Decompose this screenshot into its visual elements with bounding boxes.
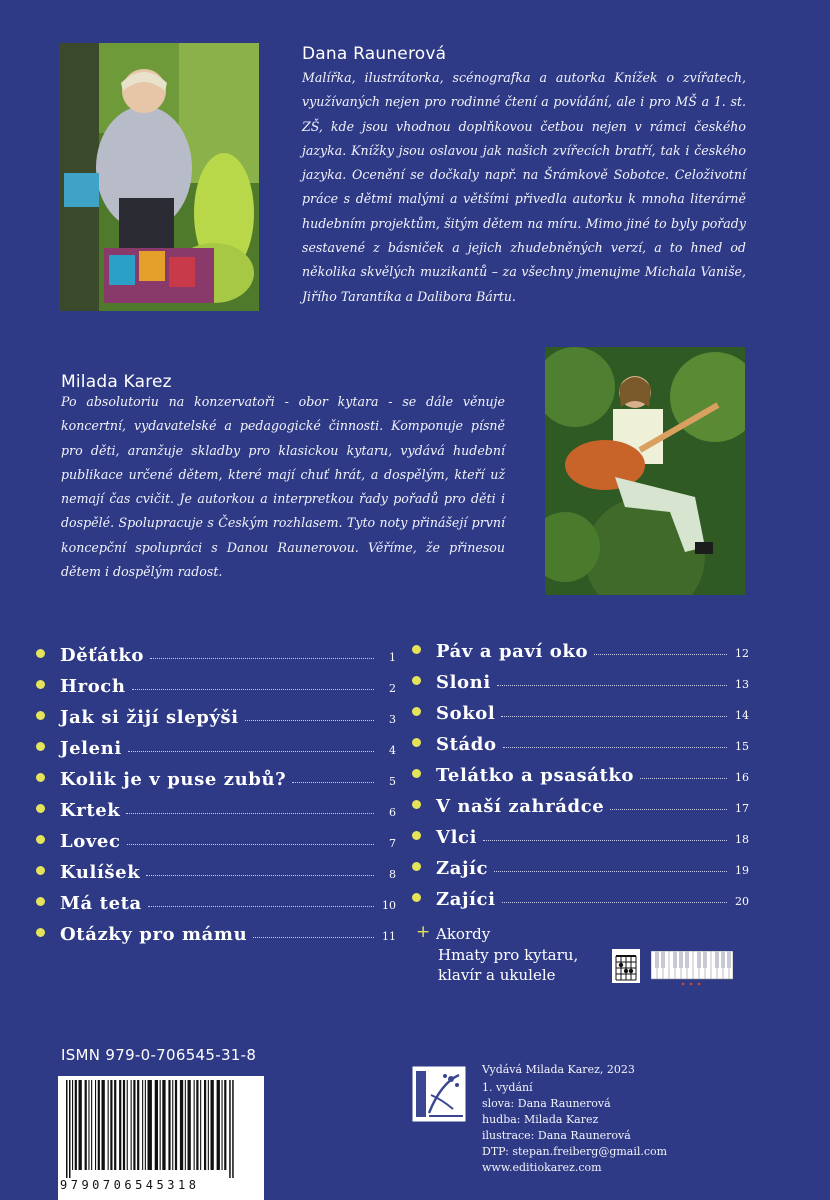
toc-entry[interactable] [36,800,396,831]
dot-leader [594,654,727,655]
toc-title: Sloni [436,672,491,693]
toc-title: Stádo [436,734,497,755]
dot-leader [292,782,374,783]
author-name: Milada Karez [61,372,172,392]
bullet-icon [412,769,421,778]
dot-leader [245,720,374,721]
toc-title: Jak si žijí slepýši [60,707,239,728]
dot-leader [127,844,374,845]
toc-page-number: 18 [735,833,749,846]
toc-page-number: 2 [389,682,396,695]
imprint-line: Vydává Milada Karez, 2023 [482,1063,635,1076]
bullet-icon [36,866,45,875]
toc-title: V naší zahrádce [436,796,605,817]
toc-title: Zajíc [436,858,489,879]
piano-keyboard-icon [651,951,733,987]
bullet-icon [36,804,45,813]
ismn-number: ISMN 979-0-706545-31-8 [61,1046,257,1064]
toc-page-number: 6 [389,806,396,819]
bullet-icon [412,831,421,840]
toc-page-number: 8 [389,868,396,881]
toc-entry[interactable] [412,641,749,672]
toc-entry[interactable] [36,645,396,676]
toc-title: Má teta [60,893,142,914]
dot-leader [148,906,374,907]
author-bio: Po absolutoriu na konzervatoři - obor kytara - se dále věnuje koncertní, vydavatelské a pedagogické činnosti. Komponuje písně pro děti, aranžuje skladby pro klasickou kytaru, vydává hudební publikace určené dětem, které mají chuť hrát, a dospělým, kteří už nemají čas cvičit. Je autorkou a interpretkou řady pořadů pro děti i dospělé. Spolupracuje s Českým rozhlasem. Tyto noty přinášejí první koncepční spolupráci s Danou Raunerovou. Věříme, že přinesou dětem i dospělým radost. [61,394,505,580]
imprint-line: slova: Dana Raunerová [482,1097,611,1110]
akordy-subtitle: Hmaty pro kytaru, [438,946,579,964]
toc-title: Vlci [436,827,478,848]
bullet-icon [412,676,421,685]
imprint-line: 1. vydání [482,1081,533,1094]
toc-entry[interactable] [36,769,396,800]
bullet-icon [36,928,45,937]
toc-title: Telátko a psasátko [436,765,635,786]
toc-entry[interactable] [36,676,396,707]
toc-entry[interactable] [412,858,749,889]
guitar-chord-chart-icon [611,948,641,984]
toc-page-number: 20 [735,895,749,908]
author-photo-dana-raunerova [59,43,259,311]
toc-page-number: 15 [735,740,749,753]
toc-entry[interactable] [412,672,749,703]
dot-leader [128,751,374,752]
table-of-contents-left [36,645,396,955]
author-name: Dana Raunerová [302,44,447,64]
bullet-icon [412,645,421,654]
imprint-line: ilustrace: Dana Raunerová [482,1129,631,1142]
toc-page-number: 7 [389,837,396,850]
toc-page-number: 12 [735,647,749,660]
toc-entry[interactable] [412,703,749,734]
imprint-line: hudba: Milada Karez [482,1113,599,1126]
dot-leader [146,875,374,876]
bullet-icon [412,893,421,902]
dot-leader [253,937,374,938]
dot-leader [150,658,374,659]
toc-page-number: 16 [735,771,749,784]
imprint-line: DTP: stepan.freiberg@gmail.com [482,1145,668,1158]
bullet-icon [36,742,45,751]
toc-title: Kulíšek [60,862,141,883]
toc-entry[interactable] [412,889,749,920]
dot-leader [502,902,727,903]
dot-leader [503,747,727,748]
toc-page-number: 1 [389,651,396,664]
barcode-digits: 9790706545318 [60,1178,200,1192]
toc-page-number: 3 [389,713,396,726]
toc-entry[interactable] [36,924,396,955]
toc-entry[interactable] [412,765,749,796]
toc-page-number: 10 [382,899,396,912]
toc-title: Lovec [60,831,121,852]
toc-page-number: 11 [382,930,396,943]
toc-title: Otázky pro mámu [60,924,248,945]
toc-title: Jeleni [60,738,122,759]
toc-entry[interactable] [36,738,396,769]
toc-entry[interactable] [412,796,749,827]
bullet-icon [412,800,421,809]
dot-leader [640,778,727,779]
table-of-contents-right [412,641,749,920]
dot-leader [497,685,727,686]
toc-title: Kolik je v puse zubů? [60,769,287,790]
dot-leader [483,840,727,841]
barcode-bars [62,1080,260,1178]
bullet-icon [412,707,421,716]
toc-entry[interactable] [412,734,749,765]
toc-entry[interactable] [36,831,396,862]
dot-leader [610,809,727,810]
dot-leader [126,813,374,814]
toc-page-number: 4 [389,744,396,757]
bullet-icon [412,738,421,747]
bullet-icon [36,711,45,720]
dot-leader [494,871,727,872]
author-photo-milada-karez [545,347,745,595]
bullet-icon [36,897,45,906]
toc-page-number: 5 [389,775,396,788]
toc-page-number: 19 [735,864,749,877]
bullet-icon [36,649,45,658]
bullet-icon [36,680,45,689]
toc-title: Páv a paví oko [436,641,589,662]
dot-leader [501,716,727,717]
imprint-line: www.editiokarez.com [482,1161,602,1174]
toc-entry[interactable] [36,862,396,893]
akordy-subtitle: klavír a ukulele [438,966,556,984]
toc-title: Sokol [436,703,496,724]
author-bio: Malířka, ilustrátorka, scénografka a autorka Knížek o zvířatech, využívaných nejen pro rodinné čtení a povídání, ale i pro MŠ a 1. st. ZŠ, kde jsou vhodnou doplňkovou četbou nejen v rámci českého jazyka. Knížky jsou oslavou jak našich zvířecích bratří, tak i českého jazyka. Ocenění se dočkaly např. na Šrámkově Sobotce. Celoživotní práce s dětmi malými a většími přivedla autorku k mnoha literárně hudebním projektům, šitým dětem na míru. Mimo jiné to byly pořady sestavené z básniček a jejich zhudebněných verzí, a to hned od několika skvělých muzikantů – za všechny jmenujme Michala Vaniše, Jiřího Tarantíka a Dalibora Bártu. [302,70,746,304]
bullet-icon [412,862,421,871]
toc-entry[interactable] [36,707,396,738]
publisher-logo-icon [411,1065,467,1123]
toc-page-number: 17 [735,802,749,815]
barcode [58,1076,264,1200]
toc-page-number: 14 [735,709,749,722]
dot-leader [132,689,374,690]
bullet-icon [36,835,45,844]
toc-title: Děťátko [60,645,145,666]
bullet-icon [36,773,45,782]
plus-icon: + [416,922,431,942]
toc-title: Zajíci [436,889,496,910]
toc-page-number: 13 [735,678,749,691]
toc-title: Hroch [60,676,126,697]
toc-title: Krtek [60,800,121,821]
toc-entry[interactable] [36,893,396,924]
toc-entry[interactable] [412,827,749,858]
akordy-title: Akordy [436,925,491,943]
